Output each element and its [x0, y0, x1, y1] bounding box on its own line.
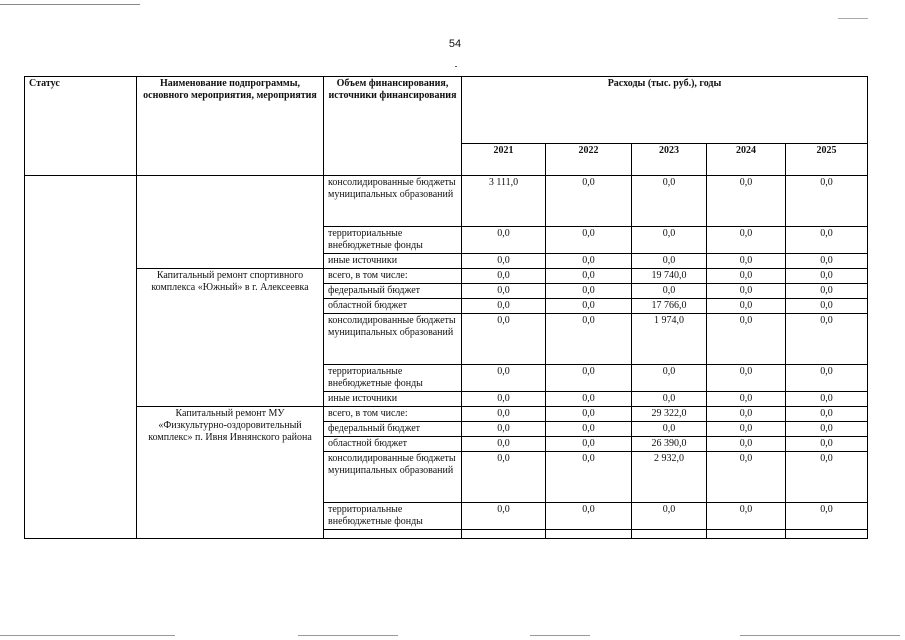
value-cell: 0,0 [546, 284, 632, 299]
header-expenses: Расходы (тыс. руб.), годы [462, 77, 868, 144]
header-year: 2023 [632, 144, 707, 176]
value-cell: 0,0 [707, 254, 786, 269]
value-cell: 0,0 [707, 407, 786, 422]
empty-cell [632, 530, 707, 539]
empty-cell [324, 530, 462, 539]
value-cell: 0,0 [786, 314, 868, 365]
value-cell: 0,0 [707, 227, 786, 254]
value-cell: 0,0 [462, 452, 546, 503]
value-cell: 0,0 [546, 437, 632, 452]
empty-cell [462, 530, 546, 539]
value-cell: 2 932,0 [632, 452, 707, 503]
status-cell [25, 176, 137, 539]
value-cell: 0,0 [707, 176, 786, 227]
scan-edge-line [0, 4, 140, 5]
empty-cell [786, 530, 868, 539]
value-cell: 0,0 [707, 452, 786, 503]
value-cell: 0,0 [786, 422, 868, 437]
value-cell: 0,0 [632, 254, 707, 269]
value-cell: 0,0 [462, 407, 546, 422]
table-row [25, 176, 868, 227]
value-cell: 19 740,0 [632, 269, 707, 284]
funding-source: федеральный бюджет [324, 422, 462, 437]
value-cell: 0,0 [546, 392, 632, 407]
funding-source: всего, в том числе: [324, 269, 462, 284]
value-cell: 3 111,0 [462, 176, 546, 227]
value-cell: 0,0 [707, 314, 786, 365]
value-cell: 0,0 [786, 365, 868, 392]
value-cell: 0,0 [462, 392, 546, 407]
value-cell: 1 974,0 [632, 314, 707, 365]
value-cell: 17 766,0 [632, 299, 707, 314]
budget-table [24, 76, 868, 539]
header-year: 2024 [707, 144, 786, 176]
scan-edge-line [740, 635, 900, 636]
value-cell: 0,0 [462, 284, 546, 299]
value-cell: 0,0 [786, 269, 868, 284]
value-cell: 0,0 [462, 422, 546, 437]
funding-source: федеральный бюджет [324, 284, 462, 299]
value-cell: 0,0 [546, 422, 632, 437]
header-funding: Объем финансирования, источники финансирования [324, 77, 462, 176]
funding-source: консолидированные бюджеты муниципальных образований [324, 176, 462, 227]
value-cell: 29 322,0 [632, 407, 707, 422]
value-cell: 0,0 [786, 284, 868, 299]
value-cell: 0,0 [786, 452, 868, 503]
value-cell: 0,0 [546, 254, 632, 269]
table-row [25, 407, 868, 422]
value-cell: 0,0 [546, 452, 632, 503]
measure-name [137, 176, 324, 269]
header-year: 2021 [462, 144, 546, 176]
value-cell: 0,0 [632, 284, 707, 299]
funding-source: территориальные внебюджетные фонды [324, 365, 462, 392]
empty-cell [546, 530, 632, 539]
value-cell: 0,0 [546, 269, 632, 284]
value-cell: 0,0 [462, 314, 546, 365]
value-cell: 0,0 [786, 437, 868, 452]
value-cell: 0,0 [462, 365, 546, 392]
value-cell: 0,0 [632, 422, 707, 437]
value-cell: 0,0 [786, 299, 868, 314]
value-cell: 0,0 [707, 365, 786, 392]
value-cell: 0,0 [707, 284, 786, 299]
table-row [25, 269, 868, 284]
value-cell: 0,0 [707, 392, 786, 407]
value-cell: 0,0 [546, 299, 632, 314]
header-status: Статус [25, 77, 137, 176]
value-cell: 0,0 [546, 227, 632, 254]
value-cell: 0,0 [707, 269, 786, 284]
value-cell: 0,0 [462, 503, 546, 530]
value-cell: 0,0 [546, 176, 632, 227]
funding-source: консолидированные бюджеты муниципальных образований [324, 452, 462, 503]
value-cell: 0,0 [546, 365, 632, 392]
value-cell: 0,0 [632, 176, 707, 227]
value-cell: 0,0 [462, 227, 546, 254]
funding-source: иные источники [324, 392, 462, 407]
value-cell: 0,0 [632, 227, 707, 254]
scan-edge-line [530, 635, 590, 636]
scan-speck [455, 66, 457, 67]
funding-source: территориальные внебюджетные фонды [324, 227, 462, 254]
funding-source: иные источники [324, 254, 462, 269]
value-cell: 0,0 [632, 392, 707, 407]
value-cell: 0,0 [707, 422, 786, 437]
header-name: Наименование подпрограммы, основного мероприятия, мероприятия [137, 77, 324, 176]
value-cell: 0,0 [632, 503, 707, 530]
value-cell: 0,0 [462, 299, 546, 314]
value-cell: 26 390,0 [632, 437, 707, 452]
funding-source: территориальные внебюджетные фонды [324, 503, 462, 530]
value-cell: 0,0 [707, 437, 786, 452]
value-cell: 0,0 [786, 503, 868, 530]
value-cell: 0,0 [786, 176, 868, 227]
value-cell: 0,0 [632, 365, 707, 392]
value-cell: 0,0 [786, 227, 868, 254]
scan-edge-line [838, 18, 868, 19]
header-year: 2025 [786, 144, 868, 176]
value-cell: 0,0 [786, 407, 868, 422]
value-cell: 0,0 [786, 392, 868, 407]
value-cell: 0,0 [546, 407, 632, 422]
value-cell: 0,0 [546, 314, 632, 365]
funding-source: областной бюджет [324, 299, 462, 314]
scan-edge-line [298, 635, 398, 636]
value-cell: 0,0 [707, 503, 786, 530]
measure-name: Капитальный ремонт МУ «Физкультурно-оздоровительный комплекс» п. Ивня Ивнянского района [137, 407, 324, 539]
measure-name: Капитальный ремонт спортивного комплекса «Южный» в г. Алексеевка [137, 269, 324, 407]
empty-cell [707, 530, 786, 539]
header-year: 2022 [546, 144, 632, 176]
value-cell: 0,0 [462, 437, 546, 452]
value-cell: 0,0 [462, 254, 546, 269]
value-cell: 0,0 [786, 254, 868, 269]
value-cell: 0,0 [707, 299, 786, 314]
funding-source: консолидированные бюджеты муниципальных образований [324, 314, 462, 365]
funding-source: областной бюджет [324, 437, 462, 452]
scan-edge-line [0, 635, 175, 636]
value-cell: 0,0 [462, 269, 546, 284]
value-cell: 0,0 [546, 503, 632, 530]
page-number: 54 [448, 38, 462, 50]
funding-source: всего, в том числе: [324, 407, 462, 422]
